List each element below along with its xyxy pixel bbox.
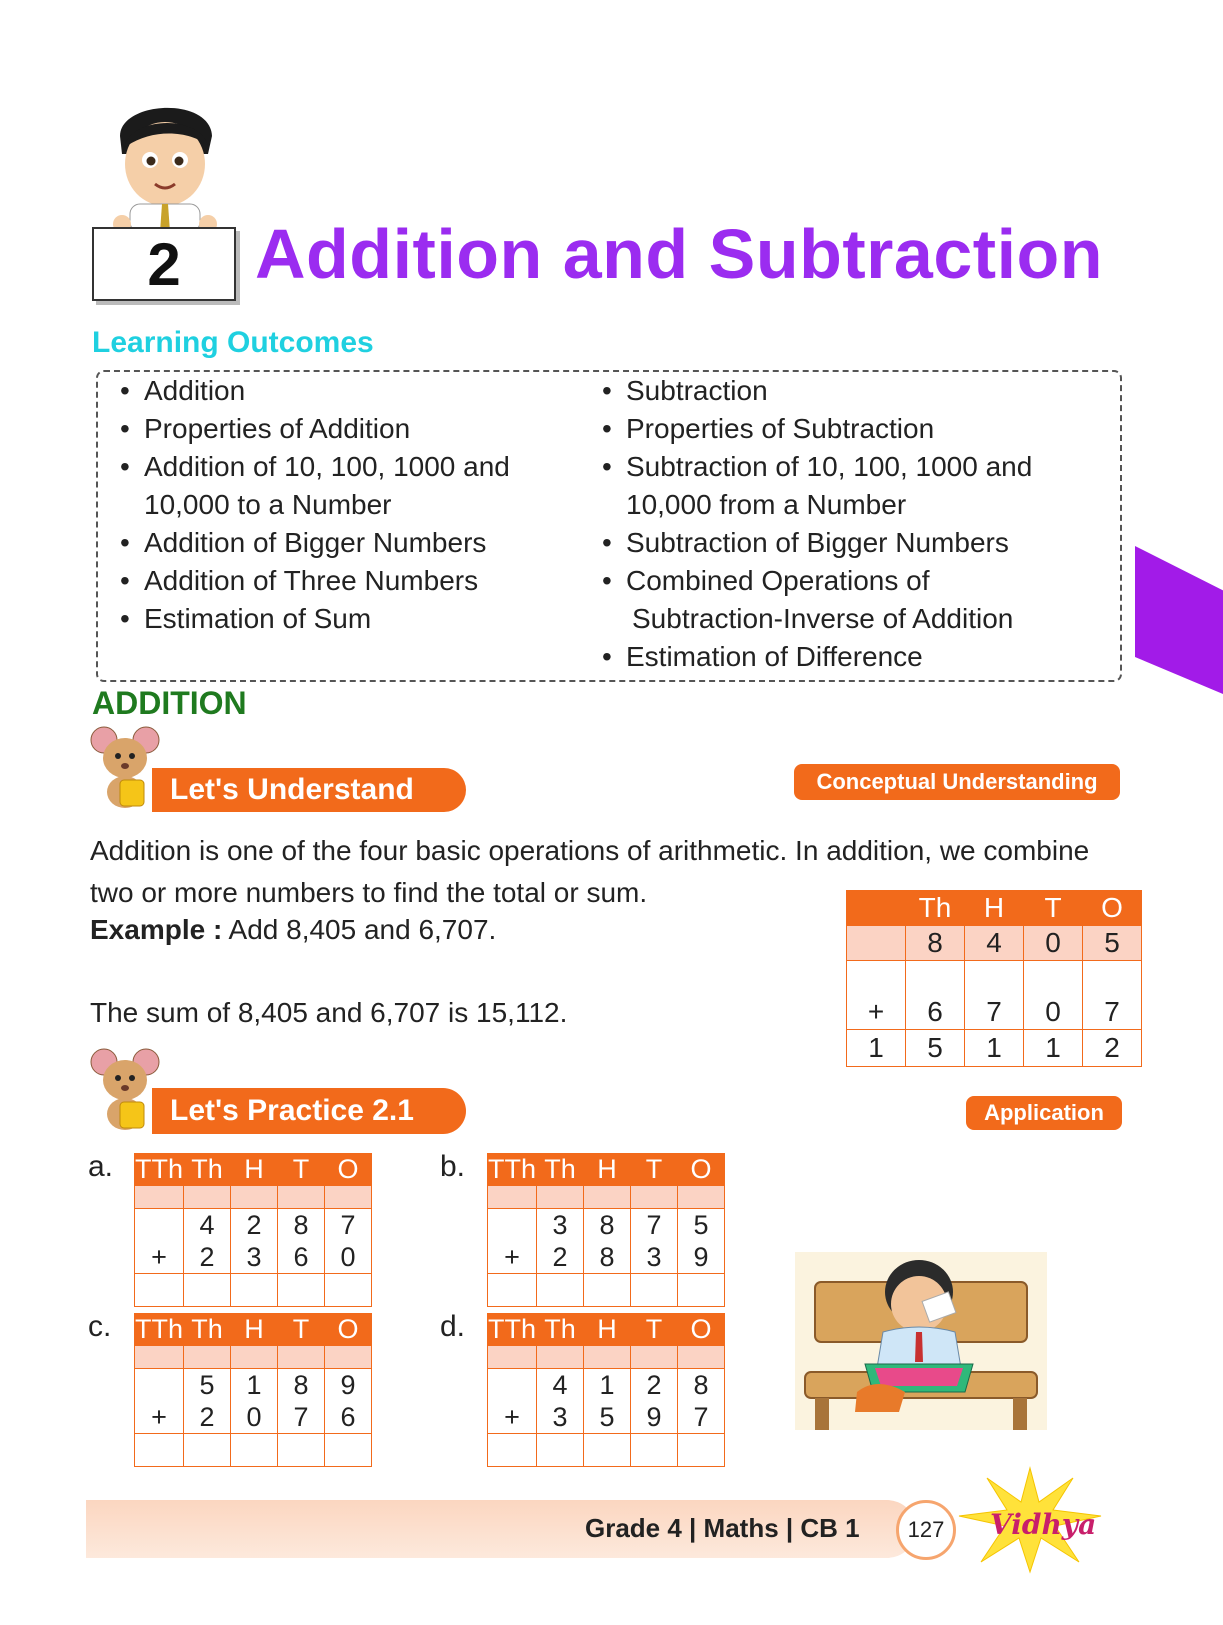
table-cell: 7 (678, 1401, 725, 1434)
table-header: TTh (135, 1154, 184, 1184)
table-cell: 7 (278, 1401, 325, 1434)
outcome-item-cont: 10,000 from a Number (626, 489, 907, 520)
table-header: H (965, 891, 1024, 926)
answer-cell[interactable] (488, 1434, 537, 1467)
outcome-item-cont: 10,000 to a Number (144, 489, 392, 520)
answer-cell[interactable] (631, 1274, 678, 1307)
table-cell: 5 (184, 1369, 231, 1402)
answer-cell[interactable] (678, 1274, 725, 1307)
section-title: ADDITION (92, 685, 247, 721)
practice-label-c: c. (88, 1310, 112, 1343)
conceptual-understanding-tag: Conceptual Understanding (794, 764, 1120, 800)
table-cell (135, 1209, 184, 1242)
table-cell (184, 1346, 231, 1369)
answer-cell[interactable] (537, 1274, 584, 1307)
table-cell (537, 1346, 584, 1369)
table-header: T (278, 1154, 325, 1186)
table-header: Th (537, 1154, 584, 1186)
chapter-title: Addition and Subtraction (255, 215, 1104, 293)
learning-outcomes-right (600, 372, 1032, 676)
result-cell: 1 (847, 1030, 906, 1067)
table-header: TTh (488, 1314, 537, 1344)
table-cell: 8 (278, 1369, 325, 1402)
answer-cell[interactable] (631, 1434, 678, 1467)
answer-cell[interactable] (184, 1434, 231, 1467)
practice-label-b: b. (440, 1150, 466, 1183)
outcome-item: • Estimation of Difference (600, 638, 1032, 676)
vidhya-brand: Vidhya (990, 1508, 1097, 1541)
answer-cell[interactable] (488, 1274, 537, 1307)
table-cell: 0 (231, 1401, 278, 1434)
table-cell (135, 1369, 184, 1402)
table-header: Th (184, 1314, 231, 1346)
table-cell (325, 1346, 372, 1369)
table-cell: 6 (906, 961, 965, 1030)
table-cell (488, 1186, 537, 1209)
outcome-item: • Combined Operations of (600, 562, 1032, 600)
table-cell: 3 (537, 1401, 584, 1434)
table-header: T (631, 1154, 678, 1186)
table-cell: 1 (584, 1369, 631, 1402)
example-label: Example : (90, 914, 223, 945)
mouse-mascot-icon (90, 1044, 160, 1134)
table-cell: 5 (584, 1401, 631, 1434)
learning-outcomes-title: Learning Outcomes (92, 326, 374, 359)
table-cell (184, 1186, 231, 1209)
table-cell: 6 (278, 1241, 325, 1274)
table-cell (488, 1346, 537, 1369)
chapter-number: 2 (92, 227, 236, 301)
outcome-item: • Properties of Subtraction (600, 410, 1032, 448)
table-cell (135, 1346, 184, 1369)
outcome-item: • Subtraction (600, 372, 1032, 410)
result-cell: 1 (965, 1030, 1024, 1067)
table-cell (584, 1346, 631, 1369)
table-cell: 1 (231, 1369, 278, 1402)
table-cell (631, 1186, 678, 1209)
table-header: O (325, 1314, 372, 1346)
table-header: TTh (135, 1314, 184, 1344)
table-cell (231, 1186, 278, 1209)
table-cell: 8 (906, 926, 965, 961)
addition-paragraph: Addition is one of the four basic operations of arithmetic. In addition, we combine two or more numbers to find the total or sum. (90, 835, 1090, 908)
practice-table-c (134, 1313, 372, 1467)
answer-cell[interactable] (184, 1274, 231, 1307)
boy-mascot-icon (100, 96, 230, 232)
side-tab-marker (1135, 546, 1223, 694)
lets-understand-banner: Let's Understand (152, 768, 466, 812)
table-cell: 9 (631, 1401, 678, 1434)
table-cell: 3 (537, 1209, 584, 1242)
outcome-item: • Addition of Bigger Numbers (118, 524, 510, 562)
outcome-item: • Addition of Three Numbers (118, 562, 510, 600)
table-cell: 7 (631, 1209, 678, 1242)
table-cell (231, 1346, 278, 1369)
example-place-value-table (846, 890, 1142, 1067)
table-cell: 8 (278, 1209, 325, 1242)
table-cell (678, 1346, 725, 1369)
table-header: H (584, 1154, 631, 1186)
table-header: T (631, 1314, 678, 1346)
practice-label-d: d. (440, 1310, 466, 1343)
plus-sign: + (847, 961, 906, 1030)
outcome-item-cont: Subtraction-Inverse of Addition (632, 603, 1014, 634)
outcome-item: • Addition (118, 372, 510, 410)
mouse-mascot-icon (90, 722, 160, 812)
table-cell (488, 1209, 537, 1242)
table-cell: 3 (631, 1241, 678, 1274)
table-cell: 2 (231, 1209, 278, 1242)
practice-table-a (134, 1153, 372, 1307)
answer-cell[interactable] (231, 1434, 278, 1467)
table-cell: 9 (678, 1241, 725, 1274)
answer-cell[interactable] (678, 1434, 725, 1467)
plus-sign: + (135, 1401, 184, 1434)
outcome-item: • Properties of Addition (118, 410, 510, 448)
table-header: TTh (488, 1154, 537, 1184)
table-header: H (231, 1154, 278, 1186)
table-cell: 5 (678, 1209, 725, 1242)
table-cell (584, 1186, 631, 1209)
answer-cell[interactable] (278, 1434, 325, 1467)
answer-cell[interactable] (278, 1274, 325, 1307)
table-cell (631, 1346, 678, 1369)
answer-cell[interactable] (231, 1274, 278, 1307)
table-header: T (1024, 891, 1083, 926)
table-header: H (584, 1314, 631, 1346)
table-header: Th (906, 891, 965, 926)
outcome-item: • Estimation of Sum (118, 600, 510, 638)
table-cell (537, 1186, 584, 1209)
table-cell: 0 (1024, 961, 1083, 1030)
table-cell: 7 (1083, 961, 1142, 1030)
outcome-item: • Subtraction of Bigger Numbers (600, 524, 1032, 562)
table-header: O (325, 1154, 372, 1186)
table-header: O (1083, 891, 1142, 926)
result-cell: 5 (906, 1030, 965, 1067)
table-cell: 2 (537, 1241, 584, 1274)
table-cell: 7 (965, 961, 1024, 1030)
outcome-item: • Subtraction of 10, 100, 1000 and (600, 448, 1032, 486)
table-cell (278, 1346, 325, 1369)
answer-cell[interactable] (584, 1434, 631, 1467)
table-cell: 7 (325, 1209, 372, 1242)
practice-table-b (487, 1153, 725, 1307)
table-cell: 0 (1024, 926, 1083, 961)
learning-outcomes-left (118, 372, 510, 638)
table-cell (278, 1186, 325, 1209)
practice-table-d (487, 1313, 725, 1467)
answer-cell[interactable] (584, 1274, 631, 1307)
table-header: H (231, 1314, 278, 1346)
plus-sign: + (135, 1241, 184, 1274)
page-number: 127 (896, 1500, 956, 1560)
table-cell: 2 (184, 1401, 231, 1434)
table-cell (135, 1186, 184, 1209)
lets-practice-banner: Let's Practice 2.1 (152, 1088, 466, 1134)
table-header: Th (184, 1154, 231, 1186)
plus-sign: + (488, 1241, 537, 1274)
table-cell (678, 1186, 725, 1209)
table-header-blank (847, 891, 906, 926)
application-tag: Application (966, 1096, 1122, 1130)
table-cell: 4 (184, 1209, 231, 1242)
table-cell: 8 (584, 1209, 631, 1242)
table-header: O (678, 1154, 725, 1186)
outcome-item: • Addition of 10, 100, 1000 and (118, 448, 510, 486)
table-cell: 9 (325, 1369, 372, 1402)
table-cell (847, 926, 906, 961)
footer-text: Grade 4 | Maths | CB 1 (585, 1513, 860, 1543)
result-cell: 1 (1024, 1030, 1083, 1067)
table-header: T (278, 1314, 325, 1346)
table-cell: 8 (678, 1369, 725, 1402)
answer-cell[interactable] (537, 1434, 584, 1467)
table-cell: 5 (1083, 926, 1142, 961)
table-header: O (678, 1314, 725, 1346)
table-cell: 2 (631, 1369, 678, 1402)
answer-cell[interactable] (325, 1434, 372, 1467)
plus-sign: + (488, 1401, 537, 1434)
answer-cell[interactable] (135, 1434, 184, 1467)
table-cell: 0 (325, 1241, 372, 1274)
answer-cell[interactable] (325, 1274, 372, 1307)
table-cell: 6 (325, 1401, 372, 1434)
table-header: Th (537, 1314, 584, 1346)
table-cell: 4 (965, 926, 1024, 961)
answer-cell[interactable] (135, 1274, 184, 1307)
boy-eating-illustration (795, 1252, 1047, 1430)
table-cell (488, 1369, 537, 1402)
table-cell: 8 (584, 1241, 631, 1274)
table-cell: 2 (184, 1241, 231, 1274)
result-cell: 2 (1083, 1030, 1142, 1067)
table-cell: 4 (537, 1369, 584, 1402)
example-text: Add 8,405 and 6,707. (222, 914, 497, 945)
practice-label-a: a. (88, 1150, 114, 1183)
example-line (90, 914, 496, 946)
sum-line: The sum of 8,405 and 6,707 is 15,112. (90, 997, 568, 1028)
table-cell (325, 1186, 372, 1209)
table-cell: 3 (231, 1241, 278, 1274)
